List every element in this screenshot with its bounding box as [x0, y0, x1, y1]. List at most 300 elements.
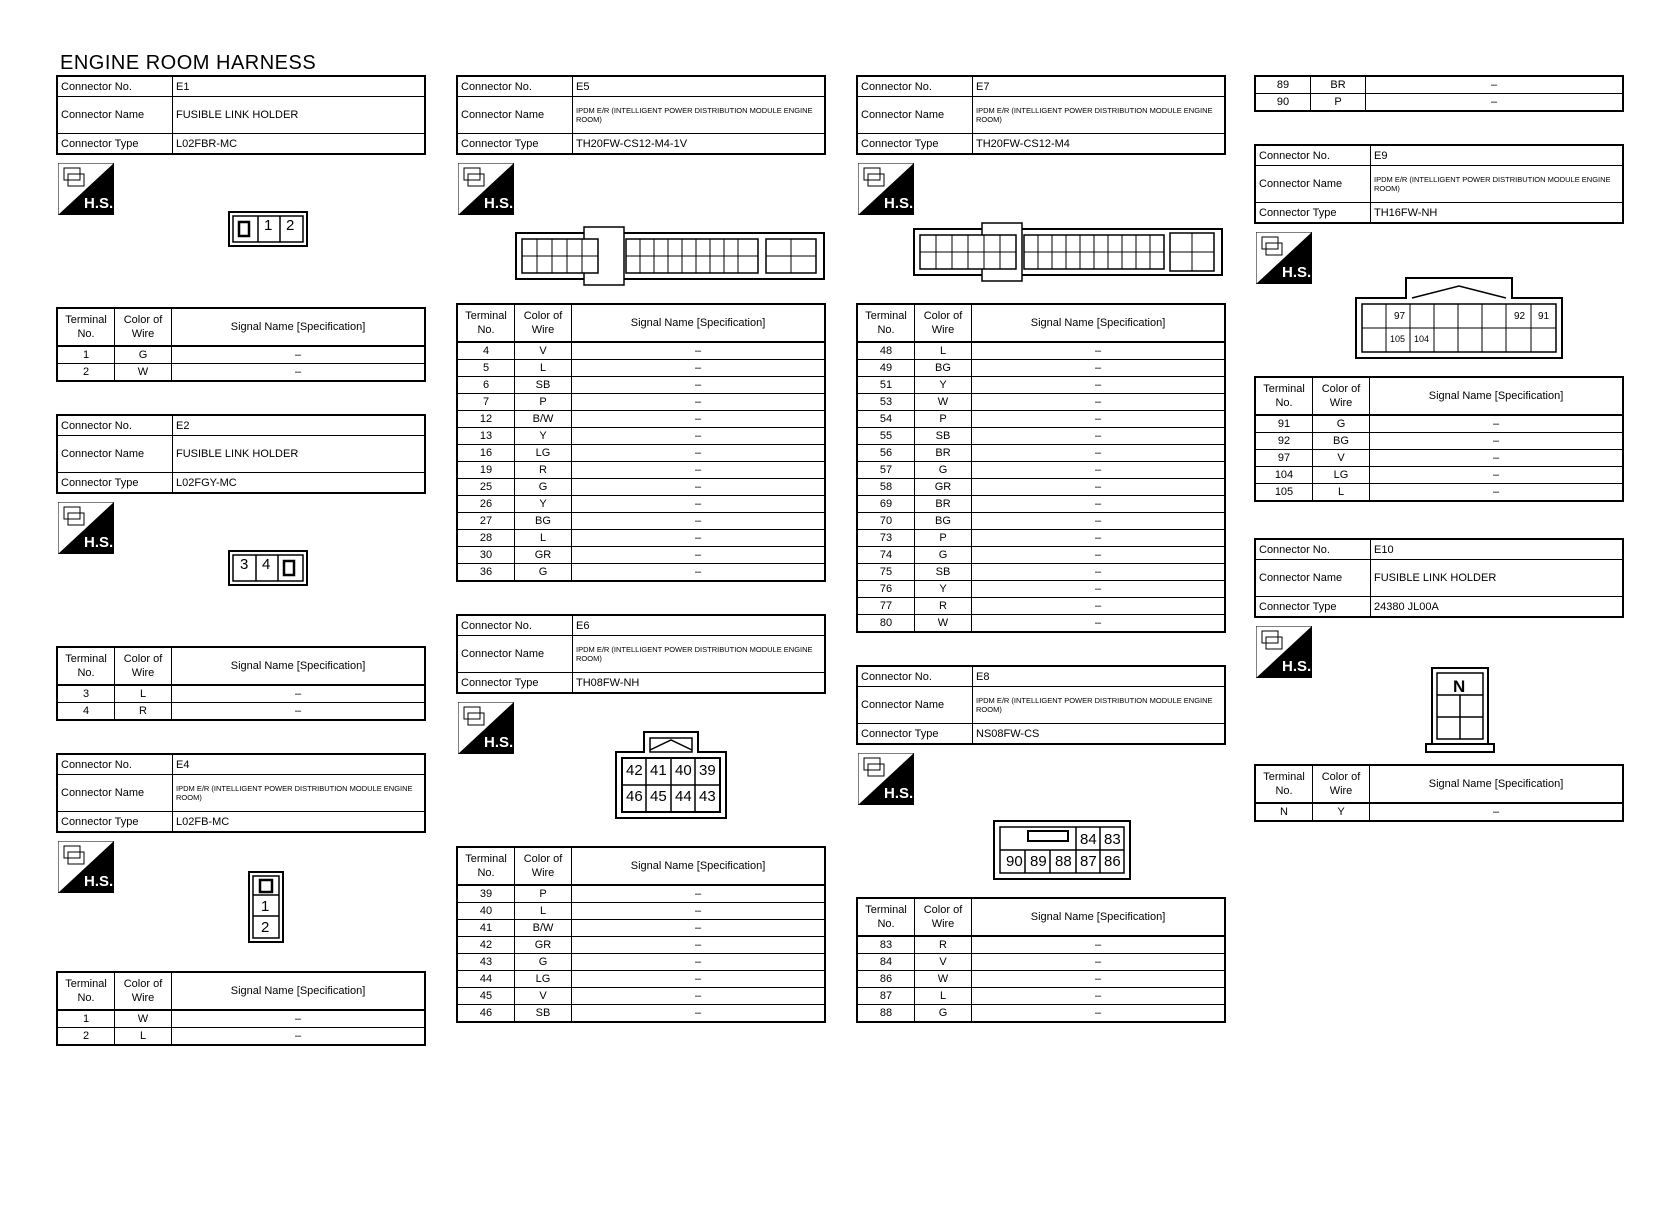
signal-table-e7 [856, 303, 1226, 633]
cell-color: Y [915, 377, 972, 394]
color-of-wire-header: Color of Wire [915, 304, 972, 342]
cell-color: L [915, 342, 972, 360]
cell-terminal: 69 [857, 496, 915, 513]
cell-terminal: 48 [857, 342, 915, 360]
table-row [857, 360, 1225, 377]
pin-label: 44 [675, 788, 692, 805]
cell-signal: – [572, 360, 826, 377]
pin-label: 86 [1104, 853, 1121, 870]
connector-name-value: FUSIBLE LINK HOLDER [173, 436, 426, 473]
cell-color: P [915, 530, 972, 547]
table-row [457, 479, 825, 496]
table-row [457, 360, 825, 377]
cell-terminal: 84 [857, 954, 915, 971]
pin-label: 104 [1414, 334, 1430, 344]
connector-no-label: Connector No. [1255, 145, 1371, 166]
cell-color: G [515, 954, 572, 971]
svg-text:H.S.: H.S. [84, 873, 114, 890]
cell-terminal: 90 [1255, 94, 1311, 112]
pin-label: 87 [1080, 853, 1097, 870]
connector-info-e1 [56, 75, 426, 155]
pin-label: 42 [626, 762, 643, 779]
cell-terminal: 55 [857, 428, 915, 445]
hs-icon [58, 502, 114, 554]
table-row [857, 462, 1225, 479]
cell-color: G [915, 1005, 972, 1023]
connector-type-label: Connector Type [457, 134, 573, 155]
table-row [1255, 803, 1623, 821]
cell-color: SB [915, 564, 972, 581]
cell-terminal: 1 [57, 1010, 115, 1028]
cell-color: R [115, 703, 172, 721]
table-row [857, 615, 1225, 633]
cell-terminal: 16 [457, 445, 515, 462]
pin-label: 83 [1104, 831, 1121, 848]
connector-name-label: Connector Name [1255, 560, 1371, 597]
connector-name-label: Connector Name [57, 436, 173, 473]
pin-label: 46 [626, 788, 643, 805]
signal-name-header: Signal Name [Specification] [1370, 765, 1624, 803]
hs-icon [458, 163, 514, 215]
cell-signal: – [572, 547, 826, 564]
cell-signal: – [972, 360, 1226, 377]
pin-label: 41 [650, 762, 667, 779]
cell-color: BG [915, 513, 972, 530]
table-row [1255, 484, 1623, 502]
cell-terminal: 104 [1255, 467, 1313, 484]
connector-info-e2 [56, 414, 426, 494]
connector-type-label: Connector Type [1255, 597, 1371, 618]
signal-table-e1 [56, 307, 426, 382]
cell-signal: – [172, 703, 426, 721]
cell-color: W [115, 1010, 172, 1028]
hs-icon [1256, 232, 1312, 284]
connector-no-value: E10 [1371, 539, 1624, 560]
terminal-no-header: Terminal No. [57, 308, 115, 346]
cell-color: G [915, 547, 972, 564]
cell-terminal: 83 [857, 936, 915, 954]
connector-type-value: L02FB-MC [173, 812, 426, 833]
cell-signal: – [572, 954, 826, 971]
connector-type-value: L02FGY-MC [173, 473, 426, 494]
cell-terminal: 12 [457, 411, 515, 428]
table-row [57, 1028, 425, 1046]
pin-label: 40 [675, 762, 692, 779]
table-row [457, 903, 825, 920]
cell-color: P [515, 394, 572, 411]
connector-no-label: Connector No. [457, 76, 573, 97]
table-row [57, 703, 425, 721]
connector-type-label: Connector Type [57, 473, 173, 494]
signal-name-header: Signal Name [Specification] [972, 304, 1226, 342]
pin-label: 1 [261, 898, 270, 915]
cell-terminal: 27 [457, 513, 515, 530]
svg-text:H.S.: H.S. [484, 195, 514, 212]
connector-type-value: TH20FW-CS12-M4 [973, 134, 1226, 155]
cell-color: GR [515, 937, 572, 954]
cell-color: LG [515, 971, 572, 988]
table-row [457, 954, 825, 971]
cell-terminal: 46 [457, 1005, 515, 1023]
cell-signal: – [972, 598, 1226, 615]
svg-text:H.S.: H.S. [84, 534, 114, 551]
cell-signal: – [572, 445, 826, 462]
cell-signal: – [972, 971, 1226, 988]
cell-terminal: 4 [57, 703, 115, 721]
cell-terminal: 87 [857, 988, 915, 1005]
cell-color: P [915, 411, 972, 428]
color-of-wire-header: Color of Wire [115, 308, 172, 346]
connector-type-label: Connector Type [857, 724, 973, 745]
cell-terminal: 57 [857, 462, 915, 479]
connector-name-value: IPDM E/R (INTELLIGENT POWER DISTRIBUTION MODULE ENGINE ROOM) [1371, 166, 1624, 203]
cell-terminal: 74 [857, 547, 915, 564]
connector-name-label: Connector Name [1255, 166, 1371, 203]
cell-color: BG [1313, 433, 1370, 450]
table-row [457, 342, 825, 360]
column-4 [1254, 75, 1624, 822]
cell-signal: – [172, 346, 426, 364]
cell-signal: – [572, 462, 826, 479]
cell-terminal: 13 [457, 428, 515, 445]
cell-terminal: 30 [457, 547, 515, 564]
connector-name-label: Connector Name [57, 97, 173, 134]
cell-signal: – [972, 547, 1226, 564]
table-row [857, 411, 1225, 428]
cell-color: LG [1313, 467, 1370, 484]
connector-name-label: Connector Name [457, 636, 573, 673]
cell-terminal: 2 [57, 1028, 115, 1046]
cell-color: G [515, 564, 572, 582]
cell-terminal: 39 [457, 885, 515, 903]
cell-terminal: 4 [457, 342, 515, 360]
cell-terminal: 75 [857, 564, 915, 581]
cell-signal: – [972, 445, 1226, 462]
connector-type-value: TH20FW-CS12-M4-1V [573, 134, 826, 155]
pin-label: 105 [1390, 334, 1406, 344]
signal-table-e6 [456, 846, 826, 1023]
cell-terminal: 1 [57, 346, 115, 364]
connector-name-label: Connector Name [57, 775, 173, 812]
table-row [857, 496, 1225, 513]
cell-color: V [915, 954, 972, 971]
cell-color: W [915, 615, 972, 633]
cell-color: SB [915, 428, 972, 445]
cell-signal: – [972, 479, 1226, 496]
cell-signal: – [1370, 450, 1624, 467]
connector-name-value: IPDM E/R (INTELLIGENT POWER DISTRIBUTION MODULE ENGINE ROOM) [173, 775, 426, 812]
connector-face-e8 [992, 819, 1132, 881]
color-of-wire-header: Color of Wire [115, 972, 172, 1010]
connector-info-e4 [56, 753, 426, 833]
connector-no-value: E6 [573, 615, 826, 636]
cell-signal: – [572, 530, 826, 547]
cell-signal: – [572, 903, 826, 920]
cell-color: G [915, 462, 972, 479]
cell-terminal: 77 [857, 598, 915, 615]
cell-color: L [515, 530, 572, 547]
cell-color: V [515, 988, 572, 1005]
cell-signal: – [1366, 94, 1624, 112]
cell-terminal: 49 [857, 360, 915, 377]
cell-terminal: 76 [857, 581, 915, 598]
connector-name-value: IPDM E/R (INTELLIGENT POWER DISTRIBUTION MODULE ENGINE ROOM) [973, 687, 1226, 724]
pin-label: 4 [262, 556, 271, 573]
cell-terminal: 41 [457, 920, 515, 937]
cell-signal: – [572, 428, 826, 445]
column-3 [856, 75, 1226, 1023]
table-row [857, 445, 1225, 462]
cell-signal: – [972, 462, 1226, 479]
pin-label: 1 [264, 217, 273, 234]
connector-name-label: Connector Name [857, 97, 973, 134]
cell-terminal: 56 [857, 445, 915, 462]
connector-info-e5 [456, 75, 826, 155]
connector-type-label: Connector Type [57, 134, 173, 155]
pin-label: 39 [699, 762, 716, 779]
pin-label: 2 [286, 217, 295, 234]
cell-terminal: 6 [457, 377, 515, 394]
cell-signal: – [972, 564, 1226, 581]
cell-signal: – [972, 936, 1226, 954]
connector-no-value: E1 [173, 76, 426, 97]
connector-name-value: IPDM E/R (INTELLIGENT POWER DISTRIBUTION MODULE ENGINE ROOM) [573, 636, 826, 673]
cell-terminal: 73 [857, 530, 915, 547]
connector-type-value: TH16FW-NH [1371, 203, 1624, 224]
table-row [857, 564, 1225, 581]
table-row [457, 988, 825, 1005]
cell-terminal: 54 [857, 411, 915, 428]
pin-label: 84 [1080, 831, 1097, 848]
cell-signal: – [572, 342, 826, 360]
cell-terminal: 2 [57, 364, 115, 382]
table-row [457, 920, 825, 937]
connector-type-label: Connector Type [1255, 203, 1371, 224]
signal-table-e4 [56, 971, 426, 1046]
connector-type-label: Connector Type [457, 673, 573, 694]
cell-color: Y [915, 581, 972, 598]
cell-signal: – [572, 564, 826, 582]
cell-color: V [1313, 450, 1370, 467]
table-row [857, 936, 1225, 954]
terminal-no-header: Terminal No. [57, 972, 115, 1010]
table-row [1255, 467, 1623, 484]
table-row [457, 394, 825, 411]
connector-no-value: E8 [973, 666, 1226, 687]
cell-terminal: 97 [1255, 450, 1313, 467]
signal-table-e8-continued [1254, 75, 1624, 112]
cell-color: BR [915, 445, 972, 462]
cell-color: SB [515, 1005, 572, 1023]
cell-terminal: 28 [457, 530, 515, 547]
cell-color: GR [515, 547, 572, 564]
cell-color: Y [1313, 803, 1370, 821]
cell-signal: – [1370, 803, 1624, 821]
cell-color: Y [515, 428, 572, 445]
terminal-no-header: Terminal No. [457, 304, 515, 342]
table-row [857, 394, 1225, 411]
table-row [857, 954, 1225, 971]
cell-terminal: 36 [457, 564, 515, 582]
cell-signal: – [572, 479, 826, 496]
signal-name-header: Signal Name [Specification] [572, 847, 826, 885]
pin-label: 88 [1055, 853, 1072, 870]
connector-type-value: L02FBR-MC [173, 134, 426, 155]
svg-text:H.S.: H.S. [84, 195, 114, 212]
cell-terminal: 26 [457, 496, 515, 513]
cell-color: R [515, 462, 572, 479]
connector-info-e7 [856, 75, 1226, 155]
column-2 [456, 75, 826, 1023]
cell-terminal: 92 [1255, 433, 1313, 450]
cell-color: R [915, 598, 972, 615]
connector-face-e9 [1354, 276, 1564, 360]
signal-table-e9 [1254, 376, 1624, 502]
table-row [457, 496, 825, 513]
cell-terminal: 5 [457, 360, 515, 377]
cell-signal: – [1370, 415, 1624, 433]
table-row [857, 479, 1225, 496]
cell-color: G [515, 479, 572, 496]
table-row [457, 530, 825, 547]
table-row [457, 885, 825, 903]
hs-icon [458, 702, 514, 754]
cell-signal: – [572, 1005, 826, 1023]
cell-terminal: 7 [457, 394, 515, 411]
cell-terminal: 3 [57, 685, 115, 703]
connector-no-label: Connector No. [57, 754, 173, 775]
cell-color: LG [515, 445, 572, 462]
pin-label: N [1453, 677, 1466, 696]
cell-color: L [115, 1028, 172, 1046]
table-row [857, 988, 1225, 1005]
connector-info-e9 [1254, 144, 1624, 224]
cell-terminal: 19 [457, 462, 515, 479]
connector-name-label: Connector Name [857, 687, 973, 724]
table-row [857, 428, 1225, 445]
connector-no-value: E5 [573, 76, 826, 97]
table-row [457, 411, 825, 428]
cell-signal: – [972, 342, 1226, 360]
cell-color: GR [915, 479, 972, 496]
signal-name-header: Signal Name [Specification] [572, 304, 826, 342]
page-title: ENGINE ROOM HARNESS [60, 52, 317, 74]
signal-name-header: Signal Name [Specification] [972, 898, 1226, 936]
cell-signal: – [572, 971, 826, 988]
pin-label: 3 [240, 556, 249, 573]
connector-type-label: Connector Type [57, 812, 173, 833]
cell-color: BG [915, 360, 972, 377]
pin-label: 2 [261, 919, 270, 936]
terminal-no-header: Terminal No. [857, 898, 915, 936]
table-row [457, 428, 825, 445]
pin-label: 45 [650, 788, 667, 805]
column-1 [56, 75, 426, 1046]
table-row [857, 530, 1225, 547]
connector-no-value: E9 [1371, 145, 1624, 166]
connector-name-value: FUSIBLE LINK HOLDER [1371, 560, 1624, 597]
table-row [1255, 433, 1623, 450]
pin-label: 43 [699, 788, 716, 805]
signal-table-e8 [856, 897, 1226, 1023]
cell-signal: – [172, 1010, 426, 1028]
cell-signal: – [972, 411, 1226, 428]
cell-color: G [115, 346, 172, 364]
table-row [1255, 415, 1623, 433]
cell-signal: – [972, 530, 1226, 547]
connector-no-value: E4 [173, 754, 426, 775]
pin-label: 92 [1514, 311, 1526, 322]
cell-signal: – [172, 364, 426, 382]
pin-label: 97 [1394, 311, 1406, 322]
cell-signal: – [1370, 467, 1624, 484]
cell-signal: – [1366, 76, 1624, 94]
svg-text:H.S.: H.S. [884, 195, 914, 212]
cell-terminal: 45 [457, 988, 515, 1005]
table-row [857, 598, 1225, 615]
pin-label: 89 [1030, 853, 1047, 870]
cell-signal: – [572, 885, 826, 903]
connector-info-e8 [856, 665, 1226, 745]
cell-signal: – [972, 496, 1226, 513]
connector-no-value: E7 [973, 76, 1226, 97]
connector-no-label: Connector No. [457, 615, 573, 636]
hs-icon [58, 841, 114, 893]
cell-color: SB [515, 377, 572, 394]
cell-signal: – [572, 496, 826, 513]
color-of-wire-header: Color of Wire [1313, 765, 1370, 803]
terminal-no-header: Terminal No. [857, 304, 915, 342]
hs-icon [858, 753, 914, 805]
cell-signal: – [972, 377, 1226, 394]
signal-name-header: Signal Name [Specification] [1370, 377, 1624, 415]
signal-name-header: Signal Name [Specification] [172, 647, 426, 685]
cell-signal: – [972, 394, 1226, 411]
cell-signal: – [572, 988, 826, 1005]
connector-type-label: Connector Type [857, 134, 973, 155]
cell-color: L [515, 903, 572, 920]
hs-icon [1256, 626, 1312, 678]
terminal-no-header: Terminal No. [57, 647, 115, 685]
table-row [1255, 76, 1623, 94]
table-row [857, 581, 1225, 598]
table-row [857, 342, 1225, 360]
cell-signal: – [972, 954, 1226, 971]
cell-signal: – [572, 920, 826, 937]
color-of-wire-header: Color of Wire [515, 304, 572, 342]
svg-text:H.S.: H.S. [1282, 658, 1312, 675]
connector-no-label: Connector No. [1255, 539, 1371, 560]
cell-signal: – [972, 428, 1226, 445]
cell-color: Y [515, 496, 572, 513]
cell-signal: – [572, 377, 826, 394]
table-row [857, 1005, 1225, 1023]
cell-signal: – [972, 513, 1226, 530]
cell-terminal: 80 [857, 615, 915, 633]
terminal-no-header: Terminal No. [1255, 377, 1313, 415]
cell-color: L [1313, 484, 1370, 502]
pin-label: 91 [1538, 311, 1550, 322]
svg-text:H.S.: H.S. [884, 785, 914, 802]
cell-signal: – [572, 513, 826, 530]
cell-terminal: 105 [1255, 484, 1313, 502]
connector-no-value: E2 [173, 415, 426, 436]
svg-text:H.S.: H.S. [484, 734, 514, 751]
connector-name-value: FUSIBLE LINK HOLDER [173, 97, 426, 134]
cell-signal: – [972, 1005, 1226, 1023]
cell-terminal: 88 [857, 1005, 915, 1023]
cell-color: P [515, 885, 572, 903]
